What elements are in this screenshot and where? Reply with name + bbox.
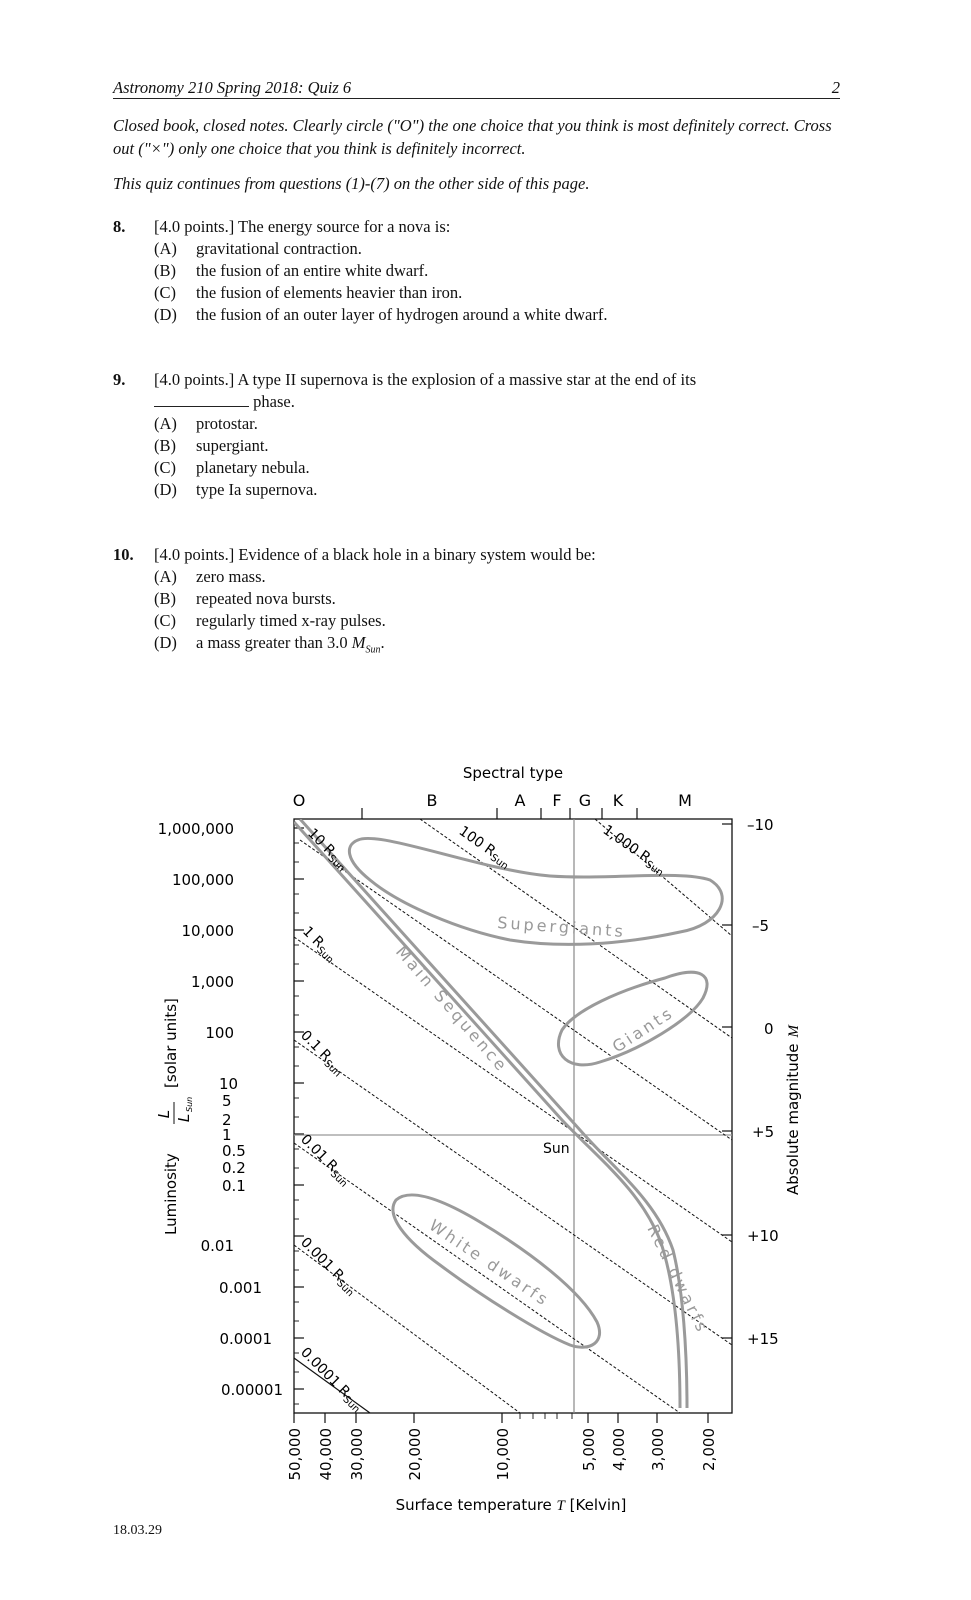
option-text-main: a mass greater than 3.0 <box>196 633 352 652</box>
radius-label-1: 1 $R_{Sun}$ <box>299 923 336 967</box>
option-letter: (B) <box>154 589 176 608</box>
spectral-k: K <box>612 791 624 810</box>
spectral-type-label: Spectral type <box>462 764 564 782</box>
radius-line-1 <box>294 937 732 1242</box>
giants-region <box>558 972 707 1065</box>
instructions: Closed book, closed notes. Clearly circle ("O") the one choice that you think is most definitely correct. Cross out ("×") only one choice that you think is definitely incorrect. <box>113 116 832 158</box>
radius-label-1000: 1,000 $R_{Sun}$ <box>599 822 665 879</box>
temp-2000: 2,000 <box>700 1428 718 1471</box>
fraction-denominator-sub: Sun <box>185 1096 194 1112</box>
spectral-boundary-ticks <box>362 808 637 819</box>
radius-label-0.01: 0.01 $R_{Sun}$ <box>297 1131 350 1190</box>
mag-minus-5: –5 <box>752 917 770 935</box>
temp-units: [Kelvin] <box>564 1496 627 1514</box>
temp-10000: 10,000 <box>494 1428 512 1481</box>
temp-title-word: Surface temperature <box>395 1496 557 1514</box>
spectral-letters <box>293 791 692 810</box>
left-ticks <box>294 828 304 1404</box>
radius-label-0.1: 0.1 $R_{Sun}$ <box>297 1027 343 1080</box>
lum-1000: 1,000 <box>191 973 234 991</box>
spectral-o: O <box>292 791 306 810</box>
option-letter: (A) <box>154 239 177 258</box>
question-text: The energy source for a nova is: <box>238 217 451 236</box>
mass-subscript: Sun <box>365 644 381 656</box>
lum-0.1: 0.1 <box>222 1177 246 1195</box>
spectral-a: A <box>514 791 526 810</box>
course-title: Astronomy 210 Spring 2018: Quiz 6 <box>113 78 352 97</box>
radius-lines <box>294 819 732 1413</box>
mag-plus-10: +10 <box>747 1227 779 1245</box>
mag-plus-15: +15 <box>747 1330 779 1348</box>
question-points: [4.0 points.] <box>154 370 235 389</box>
plot-frame <box>294 819 732 1413</box>
giants-label: Giants <box>608 1002 678 1057</box>
luminosity-units: [solar units] <box>162 998 180 1088</box>
lum-0.00001: 0.00001 <box>220 1381 283 1399</box>
question-points: [4.0 points.] <box>154 545 235 564</box>
lum-0.5: 0.5 <box>222 1142 246 1160</box>
option-letter: (A) <box>154 414 177 433</box>
lum-2: 2 <box>222 1111 232 1129</box>
option-text: supergiant. <box>196 436 269 455</box>
lum-0.01: 0.01 <box>200 1237 234 1255</box>
temp-5000: 5,000 <box>580 1428 598 1471</box>
option-text: gravitational contraction. <box>196 239 362 258</box>
luminosity-labels <box>158 820 283 1399</box>
temp-4000: 4,000 <box>610 1428 628 1471</box>
supergiants-label: Supergiants <box>496 913 627 941</box>
spectral-g: G <box>578 791 592 810</box>
temp-3000: 3,000 <box>649 1428 667 1471</box>
lum-10: 10 <box>219 1075 239 1093</box>
option-letter: (C) <box>154 611 176 630</box>
option-text: protostar. <box>196 414 258 433</box>
option-tail: . <box>380 633 385 652</box>
radius-labels <box>296 822 669 1415</box>
mag-plus-5: +5 <box>752 1123 775 1141</box>
lum-0.2: 0.2 <box>222 1159 246 1177</box>
radius-label-10: 10 $R_{Sun}$ <box>304 825 347 875</box>
temp-50000: 50,000 <box>286 1428 304 1481</box>
temperature-axis-title <box>396 1496 627 1514</box>
abs-mag-title-text <box>784 1024 802 1195</box>
lum-0.0001: 0.0001 <box>219 1330 272 1348</box>
option-text: type Ia supernova. <box>196 480 318 499</box>
radius-line-0.1 <box>294 1040 732 1345</box>
main-sequence-band <box>294 819 687 1408</box>
luminosity-word: Luminosity <box>162 1153 180 1235</box>
option-letter: (C) <box>154 458 176 477</box>
main-sequence-label: Main Sequence <box>391 942 513 1077</box>
question-number: 9. <box>113 370 126 389</box>
mag-minus-10: –10 <box>747 816 774 834</box>
spectral-f: F <box>552 791 562 810</box>
lum-0.001: 0.001 <box>219 1279 262 1297</box>
option-text: the fusion of an entire white dwarf. <box>196 261 429 280</box>
footer-date: 18.03.29 <box>113 1523 162 1538</box>
temp-30000: 30,000 <box>348 1428 366 1481</box>
luminosity-small-labels <box>219 1075 246 1195</box>
option-letter: (D) <box>154 305 177 324</box>
option-letter: (C) <box>154 283 176 302</box>
option-text: the fusion of elements heavier than iron. <box>196 283 463 302</box>
option-letter: (B) <box>154 261 176 280</box>
option-letter: (A) <box>154 567 177 586</box>
luminosity-axis-title <box>155 998 194 1235</box>
spectral-m: M <box>678 791 692 810</box>
radius-line-0.01 <box>294 1143 680 1413</box>
lum-1000000: 1,000,000 <box>157 820 234 838</box>
lum-100: 100 <box>205 1024 234 1042</box>
mag-0: 0 <box>764 1020 774 1038</box>
question-text: A type II supernova is the explosion of a massive star at the end of its <box>237 370 697 389</box>
temperature-labels <box>286 1428 718 1481</box>
option-text: zero mass. <box>196 567 266 586</box>
lum-10000: 10,000 <box>181 922 234 940</box>
radius-label-100: 100 $R_{Sun}$ <box>455 823 510 873</box>
temp-40000: 40,000 <box>317 1428 335 1481</box>
option-text: repeated nova bursts. <box>196 589 336 608</box>
radius-label-0.0001: 0.0001 $R_{Sun}$ <box>297 1344 362 1416</box>
white-dwarfs-label: White dwarfs <box>425 1215 554 1311</box>
question-text: Evidence of a black hole in a binary system would be: <box>238 545 596 564</box>
option-text: the fusion of an outer layer of hydrogen around a white dwarf. <box>196 305 608 324</box>
temp-20000: 20,000 <box>406 1428 424 1481</box>
lum-1: 1 <box>222 1126 232 1144</box>
spectral-b: B <box>426 791 438 810</box>
abs-mag-symbol: M <box>786 1025 802 1038</box>
option-letter: (D) <box>154 480 177 499</box>
temp-symbol: T <box>556 1498 565 1514</box>
bottom-ticks <box>294 1413 708 1423</box>
radius-line-10 <box>300 840 732 1140</box>
abs-mag-word: Absolute magnitude <box>784 1043 802 1195</box>
option-letter: (B) <box>154 436 176 455</box>
fraction-denominator: L <box>175 1113 193 1123</box>
option-letter: (D) <box>154 633 177 652</box>
question-number: 8. <box>113 217 126 236</box>
red-dwarfs-label: Red dwarfs <box>643 1221 713 1337</box>
radius-label-0.001: 0.001 $R_{Sun}$ <box>297 1234 356 1300</box>
option-text: regularly timed x-ray pulses. <box>196 611 386 630</box>
option-text: planetary nebula. <box>196 458 310 477</box>
page-number: 2 <box>831 78 840 97</box>
mass-symbol: M <box>351 633 366 652</box>
lum-5: 5 <box>222 1092 232 1110</box>
question-points: [4.0 points.] <box>154 217 235 236</box>
lum-100000: 100,000 <box>171 871 234 889</box>
question-number: 10. <box>113 545 134 564</box>
continuation-note: This quiz continues from questions (1)-(7) on the other side of this page. <box>113 174 590 193</box>
abs-mag-labels <box>747 816 779 1348</box>
sun-label: Sun <box>543 1141 570 1157</box>
question-text-continued: phase. <box>253 392 295 411</box>
abs-mag-axis-title <box>784 1024 802 1195</box>
fraction-numerator: L <box>155 1109 173 1119</box>
